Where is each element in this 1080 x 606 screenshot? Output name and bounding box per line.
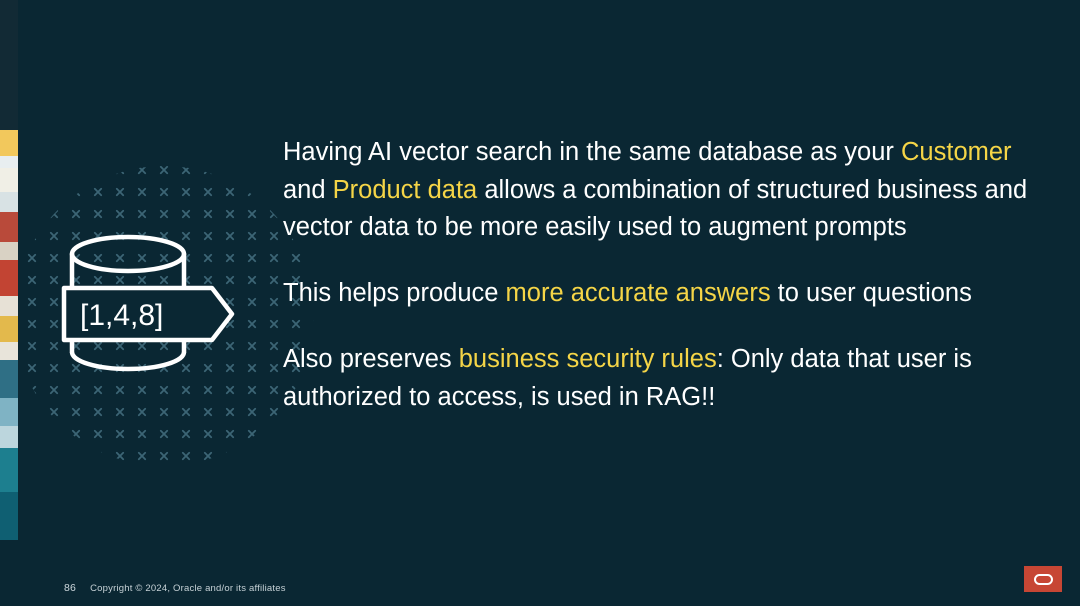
body-text: and: [283, 175, 333, 204]
left-strip-segment: [0, 426, 18, 448]
slide-body-text: [283, 134, 1053, 416]
left-strip-segment: [0, 260, 18, 296]
body-text: : Only data that user is authorized to access, is used in RAG!!: [283, 344, 972, 411]
left-strip-top-block: [0, 0, 18, 130]
highlighted-text: Product data: [332, 175, 478, 204]
highlighted-text: more accurate answers: [505, 279, 771, 308]
left-strip-segment: [0, 192, 18, 212]
left-strip-segment: [0, 398, 18, 426]
body-text: to user questions: [770, 279, 972, 308]
body-text: Also preserves: [283, 344, 459, 373]
left-strip-segment: [0, 168, 18, 192]
highlighted-text: Customer: [901, 138, 1012, 166]
vector-label: [1,4,8]: [80, 299, 164, 332]
paragraph: [283, 134, 1053, 247]
paragraph: [283, 341, 1053, 416]
database-vector-graphic: [54, 228, 254, 388]
left-strip-bottom-block: [0, 540, 18, 606]
page-number: 86: [64, 582, 77, 594]
left-strip-segment: [0, 316, 18, 342]
left-strip-segment: [0, 492, 18, 540]
left-strip-segment: [0, 296, 18, 316]
copyright-notice: Copyright © 2024, Oracle and/or its affiliates: [90, 582, 286, 594]
left-strip-segment: [0, 342, 18, 360]
oracle-logo: [1024, 566, 1062, 592]
body-text: allows a combination of structured business and vector data to be more easily used to augment prompts: [283, 175, 1028, 242]
highlighted-text: business security rules: [458, 344, 717, 373]
left-strip-segment: [0, 360, 18, 398]
left-strip-segment: [0, 130, 18, 156]
left-strip-segment: [0, 242, 18, 260]
left-strip-segment: [0, 156, 18, 168]
oracle-logo-ring: [1034, 574, 1053, 585]
footer: [64, 582, 286, 594]
body-text: This helps produce: [283, 279, 506, 308]
body-text: Having AI vector search in the same database as your: [283, 138, 902, 166]
paragraph: [283, 275, 1053, 313]
left-strip-segment: [0, 448, 18, 492]
left-strip-segment: [0, 212, 18, 242]
